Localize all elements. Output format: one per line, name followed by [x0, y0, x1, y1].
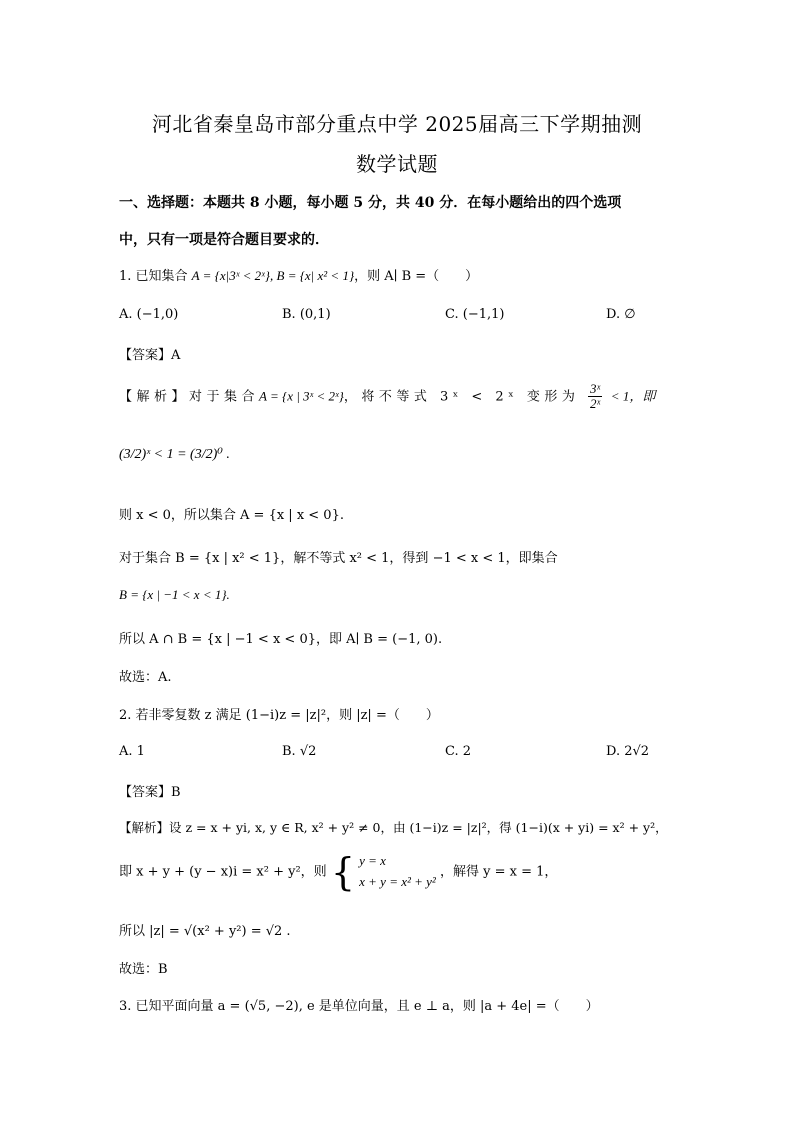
q1-option-c: C. (−1,1): [445, 307, 505, 322]
q1-fraction-denominator: 2ˣ: [589, 396, 601, 412]
q1-step2: (3/2)ˣ < 1 = (3/2)⁰ .: [119, 447, 230, 462]
q1-fraction: [588, 382, 602, 412]
q2-option-c: C. 2: [445, 744, 472, 759]
q2-option-b: B. √2: [282, 744, 317, 759]
q1-fraction-numerator: 3ˣ: [589, 381, 601, 396]
q1-choice: 故选：A.: [119, 670, 172, 685]
q1-analysis-mid: ，将不等式 3ˣ < 2ˣ 变形为: [343, 389, 580, 405]
q2-system-eq2: x + y = x² + y²: [359, 874, 436, 889]
document-subtitle: 数学试题: [356, 152, 438, 176]
q1-analysis-set: A = {x | 3ˣ < 2ˣ}: [259, 388, 344, 404]
q2-analysis-line1: 【解析】设 z = x + yi, x, y ∈ R, x² + y² ≠ 0，由 (1−i)z = |z|²，得 (1−i)(x + yi) = x² + y²，: [119, 820, 668, 835]
q1-option-d: D. ∅: [606, 307, 636, 322]
section-heading-line1: 一、选择题：本题共 8 小题，每小题 5 分，共 40 分．在每小题给出的四个选项: [119, 195, 622, 211]
q2-analysis-line3: 所以 |z| = √(x² + y²) = √2 .: [119, 924, 291, 939]
q1-stem-math: A = {x|3ˣ < 2ˣ}, B = {x| x² < 1}: [191, 268, 355, 283]
q2-stem: 2. 若非零复数 z 满足 (1−i)z = |z|²，则 |z| =（ ）: [119, 708, 439, 723]
q1-step3: 则 x < 0，所以集合 A = {x | x < 0}.: [119, 508, 344, 523]
q2-equation-system: [359, 851, 436, 893]
q2-system-brace: {: [330, 850, 355, 894]
q1-option-b: B. (0,1): [282, 307, 331, 322]
q1-option-a: A. (−1,0): [119, 307, 179, 322]
q2-line2-suffix: ，解得 y = x = 1，: [439, 864, 558, 880]
q2-system-eq1: y = x: [359, 853, 386, 869]
q1-stem-suffix: ，则 A∣ B =（ ）: [354, 269, 479, 284]
section-heading-line2: 中，只有一项是符合题目要求的．: [119, 232, 329, 248]
q1-step4: 对于集合 B = {x | x² < 1}，解不等式 x² < 1，得到 −1 < x < 1，即集合: [119, 551, 558, 566]
q1-analysis-line1: [119, 382, 655, 412]
q2-option-a: A. 1: [119, 744, 145, 759]
document-title: 河北省秦皇岛市部分重点中学 2025届高三下学期抽测: [151, 112, 643, 136]
q1-analysis-end: < 1，即: [610, 388, 656, 404]
q1-step5: B = {x | −1 < x < 1}.: [119, 587, 230, 602]
q1-stem: [119, 265, 478, 284]
q1-step6: 所以 A ∩ B = {x | −1 < x < 0}，即 A∣ B = (−1, 0).: [119, 632, 443, 647]
q2-choice: 故选：B: [119, 962, 168, 977]
q1-analysis-prefix: 【解析】对于集合: [119, 389, 260, 405]
q2-option-d: D. 2√2: [606, 744, 650, 759]
q1-stem-prefix: 1. 已知集合: [119, 269, 192, 284]
q1-answer: 【答案】A: [119, 348, 181, 363]
q3-stem: 3. 已知平面向量 a = (√5, −2), e 是单位向量，且 e ⊥ a，则 |a + 4e| =（ ）: [119, 999, 599, 1014]
q2-answer: 【答案】B: [119, 785, 181, 800]
q2-line2-prefix: 即 x + y + (y − x)i = x² + y²，则: [119, 864, 327, 880]
q2-analysis-line2: [119, 850, 557, 894]
